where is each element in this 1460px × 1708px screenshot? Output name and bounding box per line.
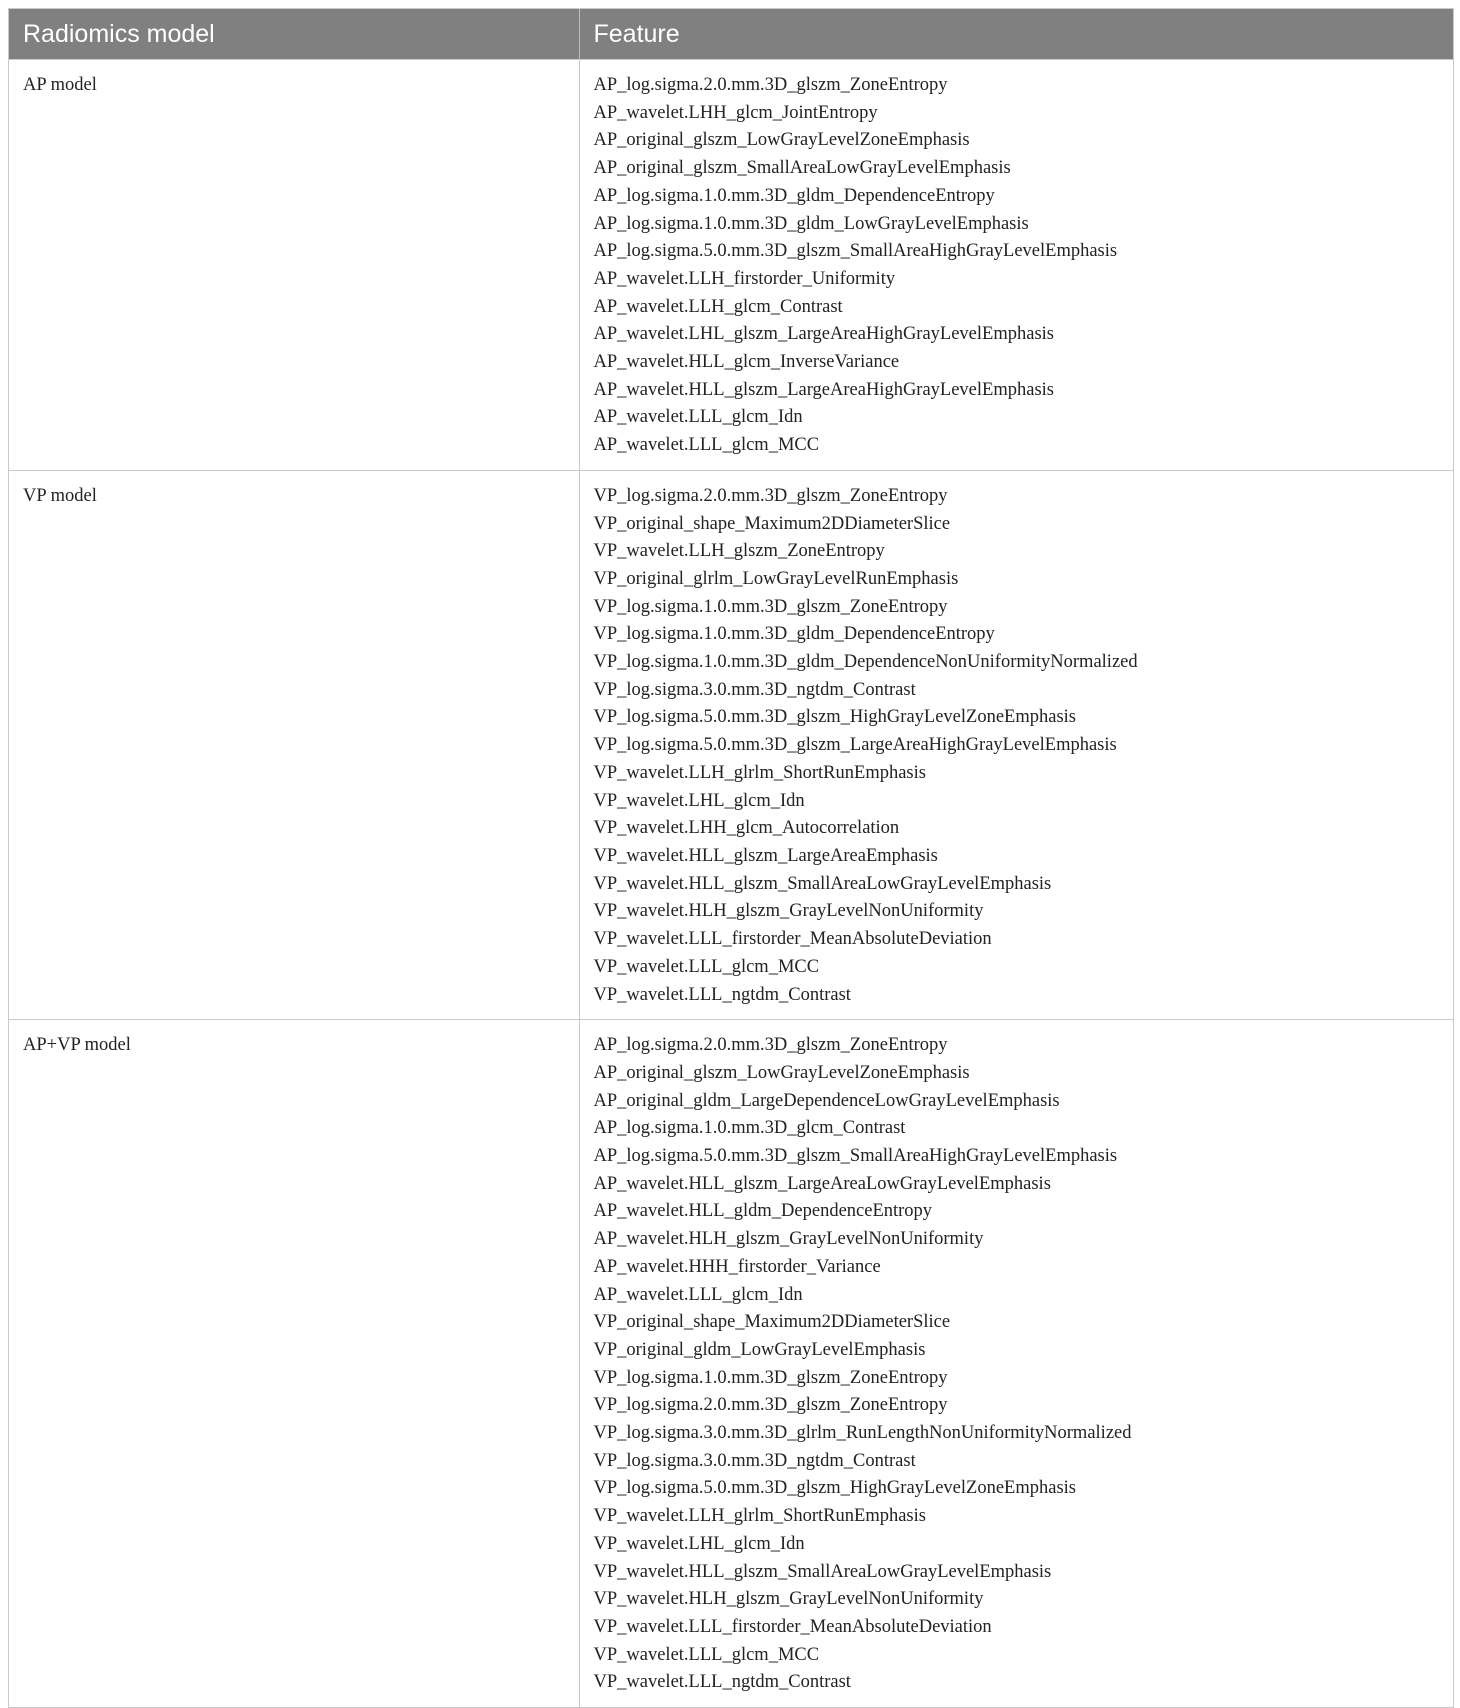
feature-item: AP_log.sigma.1.0.mm.3D_gldm_LowGrayLevelEmphasis: [593, 213, 1029, 234]
feature-item: AP_wavelet.LLL_glcm_Idn: [593, 1284, 803, 1305]
feature-item: AP_original_gldm_LargeDependenceLowGrayLevelEmphasis: [593, 1090, 1060, 1111]
feature-item: VP_wavelet.HLH_glszm_GrayLevelNonUniformity: [593, 901, 984, 922]
feature-item: VP_log.sigma.1.0.mm.3D_gldm_DependenceEntropy: [593, 624, 995, 645]
feature-item: VP_original_shape_Maximum2DDiameterSlice: [593, 1312, 951, 1333]
radiomics-feature-table-container: [8, 8, 1454, 1708]
header-row: [9, 9, 1453, 60]
feature-item: VP_wavelet.HLL_glszm_LargeAreaEmphasis: [593, 845, 938, 866]
feature-item: AP_log.sigma.2.0.mm.3D_glszm_ZoneEntropy: [593, 75, 948, 95]
feature-item: VP_wavelet.LLL_firstorder_MeanAbsoluteDeviation: [593, 929, 992, 950]
feature-item: VP_log.sigma.5.0.mm.3D_glszm_HighGrayLevelZoneEmphasis: [593, 707, 1076, 728]
model-cell: [9, 470, 579, 1019]
feature-item: AP_wavelet.LLL_glcm_MCC: [593, 435, 820, 456]
table-row-ap-vp-model: [9, 1020, 1453, 1707]
feature-item: VP_log.sigma.5.0.mm.3D_glszm_HighGrayLevelZoneEmphasis: [593, 1478, 1076, 1499]
table-row-vp-model: [9, 470, 1453, 1019]
feature-item: AP_wavelet.LLH_glcm_Contrast: [593, 296, 843, 317]
feature-item: AP_wavelet.LLL_glcm_Idn: [593, 407, 803, 428]
feature-cell: [579, 1020, 1453, 1707]
feature-item: AP_wavelet.HLL_gldm_DependenceEntropy: [593, 1201, 933, 1222]
feature-item: VP_wavelet.LHL_glcm_Idn: [593, 790, 805, 811]
feature-item: AP_original_glszm_LowGrayLevelZoneEmphasis: [593, 1062, 970, 1083]
feature-item: AP_wavelet.LLH_firstorder_Uniformity: [593, 268, 896, 289]
feature-item: VP_original_glrlm_LowGrayLevelRunEmphasis: [593, 568, 959, 589]
column-header-feature: Feature: [579, 9, 1453, 60]
feature-item: VP_log.sigma.2.0.mm.3D_glszm_ZoneEntropy: [593, 1395, 948, 1416]
feature-item: AP_wavelet.HLL_glszm_LargeAreaHighGrayLevelEmphasis: [593, 379, 1054, 400]
feature-item: AP_wavelet.HLL_glszm_LargeAreaLowGrayLevelEmphasis: [593, 1173, 1051, 1194]
feature-item: AP_log.sigma.1.0.mm.3D_glcm_Contrast: [593, 1118, 906, 1139]
feature-item: VP_log.sigma.3.0.mm.3D_ngtdm_Contrast: [593, 1450, 916, 1471]
feature-item: VP_wavelet.HLH_glszm_GrayLevelNonUniformity: [593, 1589, 984, 1610]
feature-cell: [579, 60, 1453, 471]
feature-item: VP_log.sigma.1.0.mm.3D_glszm_ZoneEntropy: [593, 596, 948, 617]
feature-item: VP_wavelet.LHL_glcm_Idn: [593, 1533, 805, 1554]
table-body: [9, 60, 1453, 1708]
feature-item: VP_wavelet.LLH_glrlm_ShortRunEmphasis: [593, 1506, 926, 1527]
model-name: AP+VP model: [23, 1035, 131, 1056]
feature-item: VP_wavelet.HLL_glszm_SmallAreaLowGrayLevelEmphasis: [593, 1561, 1052, 1582]
feature-item: VP_wavelet.LLH_glszm_ZoneEntropy: [593, 541, 885, 562]
feature-item: AP_wavelet.LHH_glcm_JointEntropy: [593, 102, 878, 123]
feature-item: VP_log.sigma.3.0.mm.3D_glrlm_RunLengthNonUniformityNormalized: [593, 1423, 1132, 1444]
feature-item: AP_original_glszm_LowGrayLevelZoneEmphasis: [593, 130, 970, 151]
feature-item: VP_wavelet.LLH_glrlm_ShortRunEmphasis: [593, 762, 926, 783]
feature-item: VP_wavelet.LLL_ngtdm_Contrast: [593, 984, 851, 1005]
model-cell: [9, 60, 579, 471]
feature-item: AP_original_glszm_SmallAreaLowGrayLevelEmphasis: [593, 158, 1011, 179]
feature-item: VP_wavelet.LLL_ngtdm_Contrast: [593, 1672, 851, 1693]
radiomics-feature-table: [9, 9, 1453, 1707]
table-row-ap-model: [9, 60, 1453, 471]
feature-item: AP_wavelet.HLL_glcm_InverseVariance: [593, 352, 900, 373]
model-cell: [9, 1020, 579, 1707]
feature-item: VP_log.sigma.1.0.mm.3D_gldm_DependenceNonUniformityNormalized: [593, 652, 1138, 673]
feature-item: AP_log.sigma.5.0.mm.3D_glszm_SmallAreaHighGrayLevelEmphasis: [593, 241, 1118, 262]
feature-item: VP_original_shape_Maximum2DDiameterSlice: [593, 513, 951, 534]
feature-item: AP_log.sigma.1.0.mm.3D_gldm_DependenceEntropy: [593, 185, 995, 206]
feature-item: AP_wavelet.HLH_glszm_GrayLevelNonUniformity: [593, 1229, 984, 1250]
feature-item: VP_log.sigma.2.0.mm.3D_glszm_ZoneEntropy: [593, 485, 948, 506]
feature-item: VP_wavelet.LLL_glcm_MCC: [593, 956, 820, 977]
column-header-radiomics-model: Radiomics model: [9, 9, 579, 60]
feature-item: VP_log.sigma.5.0.mm.3D_glszm_LargeAreaHighGrayLevelEmphasis: [593, 735, 1117, 756]
feature-item: VP_log.sigma.1.0.mm.3D_glszm_ZoneEntropy: [593, 1367, 948, 1388]
feature-item: VP_wavelet.HLL_glszm_SmallAreaLowGrayLevelEmphasis: [593, 873, 1052, 894]
feature-item: AP_log.sigma.2.0.mm.3D_glszm_ZoneEntropy: [593, 1035, 948, 1056]
feature-item: VP_wavelet.LLL_firstorder_MeanAbsoluteDeviation: [593, 1616, 992, 1637]
feature-item: VP_log.sigma.3.0.mm.3D_ngtdm_Contrast: [593, 679, 916, 700]
feature-item: AP_wavelet.LHL_glszm_LargeAreaHighGrayLevelEmphasis: [593, 324, 1054, 345]
feature-item: VP_wavelet.LHH_glcm_Autocorrelation: [593, 818, 900, 839]
feature-item: VP_wavelet.LLL_glcm_MCC: [593, 1644, 820, 1665]
feature-item: VP_original_gldm_LowGrayLevelEmphasis: [593, 1339, 926, 1360]
table-header: [9, 9, 1453, 60]
feature-cell: [579, 470, 1453, 1019]
feature-item: AP_wavelet.HHH_firstorder_Variance: [593, 1256, 881, 1277]
model-name: VP model: [23, 485, 97, 506]
feature-item: AP_log.sigma.5.0.mm.3D_glszm_SmallAreaHighGrayLevelEmphasis: [593, 1146, 1118, 1167]
model-name: AP model: [23, 75, 97, 95]
